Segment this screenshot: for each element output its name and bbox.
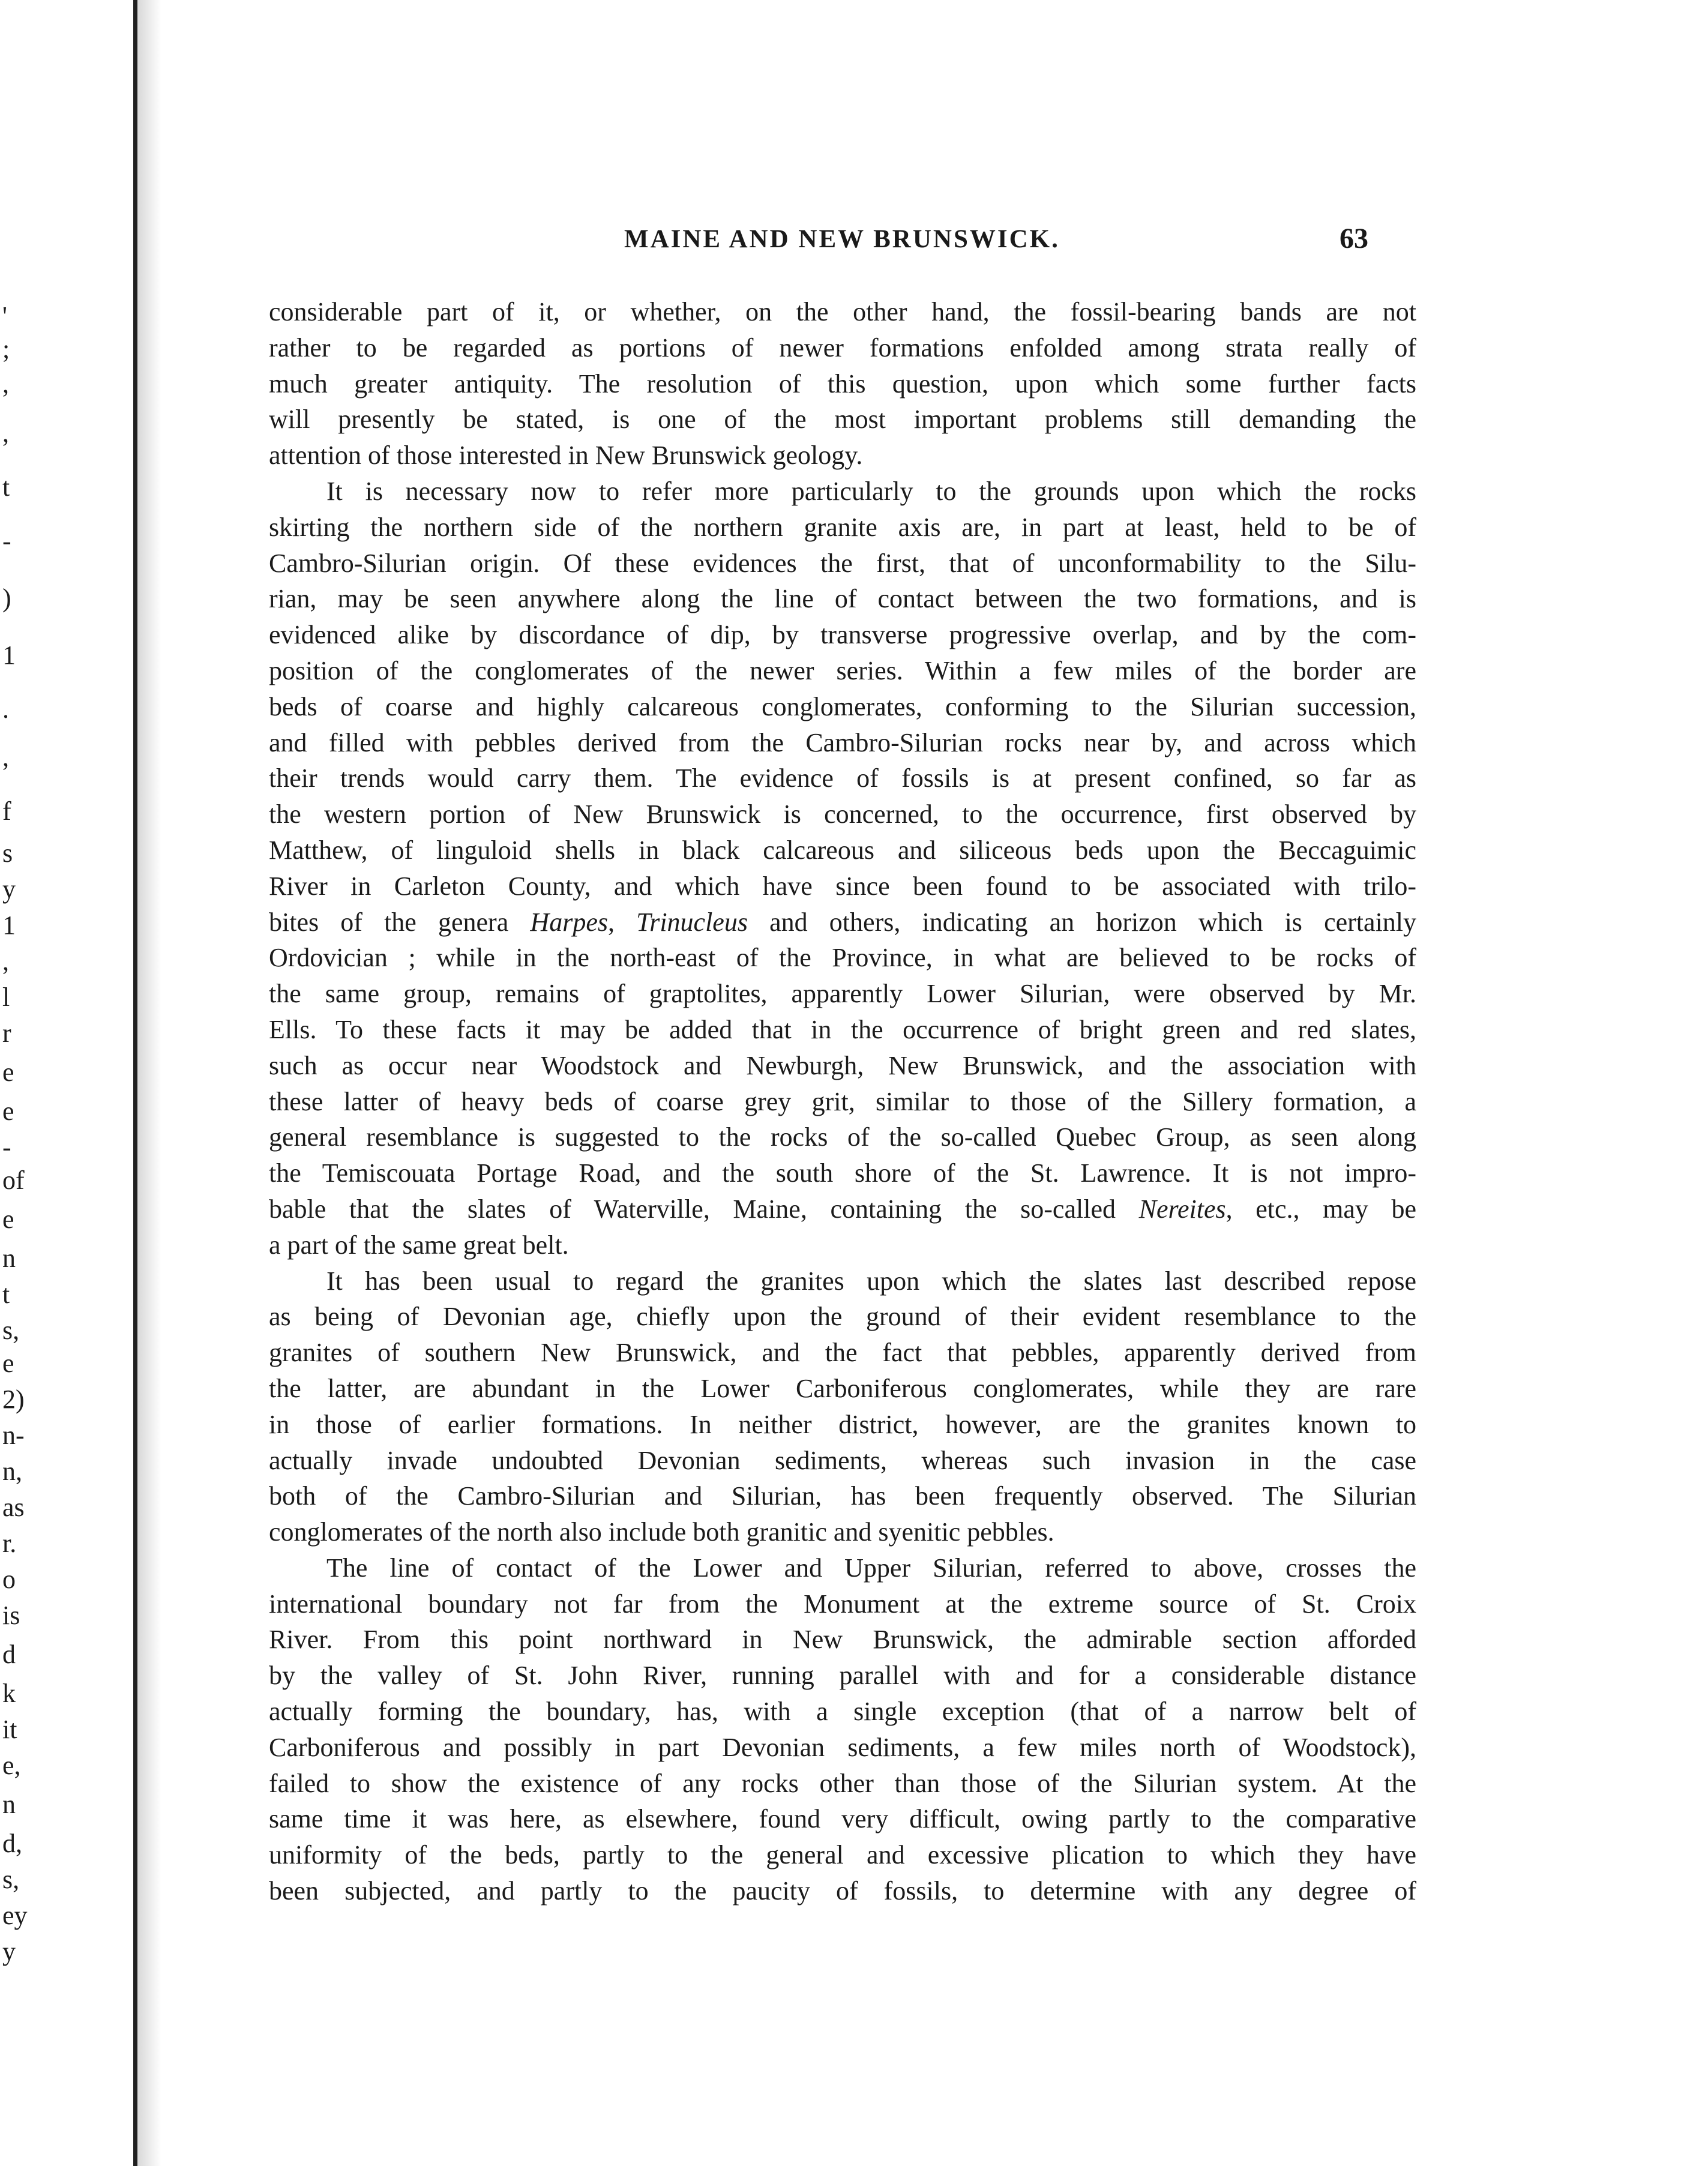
previous-page-margin — [0, 0, 132, 2166]
page-number: 63 — [1340, 223, 1368, 254]
margin-fragment: r — [2, 1018, 11, 1048]
text-line: Ells. To these facts it may be added that in the occurrence of bright green and red slates, — [269, 1014, 1416, 1044]
margin-fragment: f — [2, 796, 11, 826]
text-line: Carboniferous and possibly in part Devonian sediments, a few miles north of Woodstock), — [269, 1732, 1416, 1762]
text-line: uniformity of the beds, partly to the general and excessive plication to which they have — [269, 1840, 1416, 1870]
text-line: international boundary not far from the Monument at the extreme source of St. Croix — [269, 1589, 1416, 1619]
margin-fragment: ; — [2, 334, 10, 364]
text-line: Matthew, of linguloid shells in black calcareous and siliceous beds upon the Beccaguimic — [269, 835, 1416, 865]
margin-fragment: o — [2, 1565, 16, 1594]
text-line: River in Carleton County, and which have since been found to be associated with trilo- — [269, 871, 1416, 901]
text-line: attention of those interested in New Brunswick geology. — [269, 441, 863, 471]
margin-fragment: n — [2, 1790, 16, 1819]
text-line: and filled with pebbles derived from the Cambro-Silurian rocks near by, and across which — [269, 727, 1416, 757]
text-line: will presently be stated, is one of the most important problems still demanding the — [269, 405, 1416, 435]
text-line: beds of coarse and highly calcareous conglomerates, conforming to the Silurian succession, — [269, 691, 1416, 721]
margin-fragment: t — [2, 472, 10, 502]
text-fragment: bites of the genera — [269, 907, 531, 937]
text-line: these latter of heavy beds of coarse grey grit, similar to those of the Sillery formation, a — [269, 1086, 1416, 1116]
running-header: MAINE AND NEW BRUNSWICK. — [624, 225, 1060, 253]
text-line: the same group, remains of graptolites, apparently Lower Silurian, were observed by Mr. — [269, 979, 1416, 1009]
text-line: River. From this point northward in New Brunswick, the admirable section afforded — [269, 1625, 1416, 1655]
margin-fragment: s, — [2, 1865, 20, 1894]
text-line: Cambro-Silurian origin. Of these evidences the first, that of unconformability to the Silu- — [269, 548, 1416, 578]
text-line: evidenced alike by discordance of dip, by transverse progressive overlap, and by the com- — [269, 620, 1416, 650]
italic-term: Harpes — [530, 907, 608, 937]
margin-fragment: , — [2, 418, 9, 448]
text-line: skirting the northern side of the northern granite axis are, in part at least, held to be of — [269, 512, 1416, 542]
text-line: a part of the same great belt. — [269, 1230, 569, 1260]
text-line: both of the Cambro-Silurian and Silurian, has been frequently observed. The Silurian — [269, 1481, 1416, 1511]
margin-fragment: ' — [2, 301, 7, 331]
italic-term: Nereites — [1138, 1194, 1226, 1224]
margin-fragment: as — [2, 1493, 25, 1522]
margin-fragment: l — [2, 982, 10, 1012]
margin-fragment: e — [2, 1057, 14, 1087]
margin-fragment: - — [2, 1133, 11, 1162]
margin-fragment: t — [2, 1280, 10, 1309]
text-line: in those of earlier formations. In neither district, however, are the granites known to — [269, 1409, 1416, 1439]
margin-fragment: e, — [2, 1751, 21, 1780]
text-line — [269, 904, 1416, 940]
text-line: rian, may be seen anywhere along the line of contact between the two formations, and is — [269, 584, 1416, 614]
margin-fragment: k — [2, 1679, 16, 1708]
text-line: by the valley of St. John River, running parallel with and for a considerable distance — [269, 1661, 1416, 1691]
text-fragment: bable that the slates of Waterville, Maine, containing the so-called — [269, 1194, 1139, 1224]
page-gutter-line — [133, 0, 137, 2166]
text-line: It is necessary now to refer more particularly to the grounds upon which the rocks — [326, 476, 1416, 506]
margin-fragment: 1 — [2, 640, 16, 670]
text-line: rather to be regarded as portions of newer formations enfolded among strata really of — [269, 332, 1416, 363]
text-line: as being of Devonian age, chiefly upon the ground of their evident resemblance to the — [269, 1302, 1416, 1332]
margin-fragment: n, — [2, 1457, 22, 1486]
margin-fragment: 2) — [2, 1385, 25, 1414]
text-line: the western portion of New Brunswick is concerned, to the occurrence, first observed by — [269, 799, 1416, 829]
margin-fragment: , — [2, 946, 9, 976]
margin-fragment: r. — [2, 1529, 17, 1558]
text-line: same time it was here, as elsewhere, found very difficult, owing partly to the comparative — [269, 1804, 1416, 1834]
body-text — [269, 294, 1416, 1909]
margin-fragment: d, — [2, 1829, 22, 1858]
margin-fragment: y — [2, 874, 16, 904]
text-line — [269, 1191, 1416, 1227]
margin-fragment: e — [2, 1349, 14, 1378]
margin-fragment: n- — [2, 1421, 25, 1450]
italic-term: Trinucleus — [636, 907, 748, 937]
text-line: position of the conglomerates of the newer series. Within a few miles of the border are — [269, 655, 1416, 685]
text-line: It has been usual to regard the granites upon which the slates last described repose — [326, 1266, 1416, 1296]
margin-fragment: e — [2, 1097, 14, 1126]
text-line: their trends would carry them. The evidence of fossils is at present confined, so far as — [269, 763, 1416, 793]
margin-fragment: s — [2, 838, 13, 868]
text-line: been subjected, and partly to the paucity of fossils, to determine with any degree of — [269, 1876, 1416, 1906]
margin-fragment: d — [2, 1640, 16, 1669]
text-line: granites of southern New Brunswick, and the fact that pebbles, apparently derived from — [269, 1338, 1416, 1368]
margin-fragment: ) — [2, 583, 11, 613]
margin-fragment: - — [2, 526, 11, 556]
text-line: much greater antiquity. The resolution of this question, upon which some further facts — [269, 369, 1416, 399]
text-line: actually forming the boundary, has, with a single exception (that of a narrow belt of — [269, 1697, 1416, 1727]
text-line: considerable part of it, or whether, on the other hand, the fossil-bearing bands are not — [269, 297, 1416, 326]
text-line: actually invade undoubted Devonian sediments, whereas such invasion in the case — [269, 1445, 1416, 1475]
margin-fragment: n — [2, 1244, 16, 1273]
text-line: the latter, are abundant in the Lower Carboniferous conglomerates, while they are rare — [269, 1373, 1416, 1403]
text-fragment: and others, indicating an horizon which is certainly — [747, 907, 1417, 937]
text-line: Ordovician ; while in the north-east of the Province, in what are believed to be rocks of — [269, 943, 1416, 973]
margin-fragment: it — [2, 1715, 17, 1744]
margin-fragment: s, — [2, 1316, 20, 1345]
margin-fragment: 1 — [2, 910, 16, 940]
margin-fragment: y — [2, 1937, 16, 1966]
margin-fragment: . — [2, 694, 9, 724]
text-line: failed to show the existence of any rocks other than those of the Silurian system. At the — [269, 1768, 1416, 1798]
text-line: such as occur near Woodstock and Newburgh, New Brunswick, and the association with — [269, 1050, 1416, 1080]
margin-fragment: , — [2, 742, 9, 772]
text-fragment: , etc., may be — [1225, 1194, 1416, 1224]
text-line: conglomerates of the north also include both granitic and syenitic pebbles. — [269, 1517, 1054, 1547]
margin-fragment: ey — [2, 1901, 28, 1930]
page-gutter-shadow — [137, 0, 161, 2166]
text-line: general resemblance is suggested to the rocks of the so-called Quebec Group, as seen along — [269, 1122, 1416, 1152]
text-line: The line of contact of the Lower and Upper Silurian, referred to above, crosses the — [326, 1553, 1416, 1583]
text-line: the Temiscouata Portage Road, and the south shore of the St. Lawrence. It is not impro- — [269, 1158, 1416, 1188]
text-fragment: , — [607, 907, 637, 937]
margin-fragment: of — [2, 1166, 25, 1195]
margin-fragment: e — [2, 1205, 14, 1234]
margin-fragment: , — [2, 369, 9, 399]
margin-fragment: is — [2, 1601, 20, 1630]
